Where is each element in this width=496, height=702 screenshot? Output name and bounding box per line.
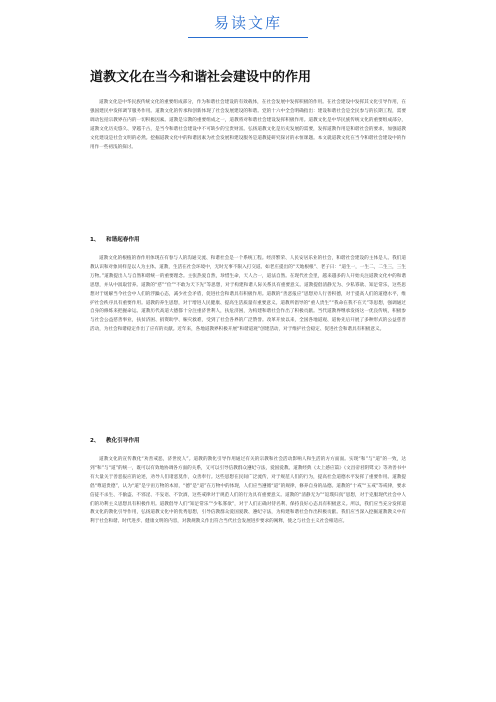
site-name[interactable]: 易读文库: [213, 14, 282, 32]
intro-paragraph: 道教文化是中华民族传统文化的重要组成部分，作为和谐社会建设的有效载体，在社会发展中发挥积极的作用。在社会建设中发挥其文化引导作用，在强国建民中发挥调节服务作用。道教文化的传承和创新体现了社会发展建设的和谐。党的十六中全会明确指出：建设和谐社会是全民参与的长期工程，需要调动包括宗教界在内的一切积极因素。道教是宗教的重要组成之一，道教将对和谐社会建设发挥积极作用。道教文化是中华民族传统文化的重要组成部分，道教文化历史悠久、穿越千古，是当今和谐社会建设中不可缺少的宝贵财富。弘扬道教文化是历史发展的需要，发挥道教作用是和谐社会的要求，加强道教文化建设是社会文明的必然。挖掘道教文化中的和谐因素为社会发展和建设服务是道教徒研究探讨的永恒课题。本文就道教文化在当今和谐社会建设中的作用作一些初浅的探讨。: [90, 100, 406, 150]
section-heading-text: 和谐起春作用: [106, 237, 140, 243]
section-number: 2、: [90, 438, 100, 444]
section-body-1: 道教文化的根植的春作用体现在有春与人的沟通交流、和谐社会是一个系统工程。经济繁荣、人民安居乐业的社会，和谐社会建设的主体是人。我们道教认识和对象同样是以人为主体。道教，生活在社会环境中，无时无事不限入打交道。如老庄提出的“天地根根”、老子曰：“道生一，一生二，二生三，三生万物。”道教提出人与自然和谐统一的重要理念。主张热爱自然，珍惜生命，天人合一，道法自然。在现代社会里，越来越多的人开始关注道教文化中的和谐思想，并从中汲取营养。道教的“慈”“俭”“不敢为天下先”等思想，对于构建和谐人际关系具有重要意义。道教提倡清静无为、少私寡欲、知足常乐，这些思想对于缓解当今社会中人们的浮躁心态，减少社会矛盾，促进社会和谐具有积极作用。道教的“善恶报应”思想劝人行善积德，对于提高人们的道德水平，维护社会秩序具有重要作用。道教的养生思想，对于增进人民健康、提高生活质量有重要意义。道教所倡导的“重人贵生”“我命在我不在天”等思想，强调通过自身的修炼来把握命运。道教历代高道大德都十分注重济世利人，扶危济困，为构建和谐社会作出了积极贡献。当代道教界继承发扬这一优良传统，积极参与社会公益慈善事业，扶贫济困、捐资助学、赈灾救难，受到了社会各界的广泛赞誉。改革开放以来，全国各地道观、道协先后开展了多种形式的公益慈善活动，为社会和谐稳定作出了应有的贡献。近年来，各地道教界积极开展“和谐道观”创建活动，对于维护社会稳定、促进社会和谐具有积极意义。: [90, 256, 406, 333]
section-body-2: 道教文化的宣传教化“劝善戒恶，济世度人”。道教的教化引导作用通过有关的宗教和社会活动影响人和生活的方方面面。实现“和”与“道”的一致，达到“和”与“道”的统一，既可以有效地协调各方面的关系，又可以引导信教群众遵纪守法，爱国爱教。道教经典《太上感应篇》《文昌帝君阴骘文》等劝善书中有大量关于善恶报应的论述，劝导人们诸恶莫作，众善奉行。这些思想在民间广泛流传，对于规范人们的行为，提高社会道德水平发挥了重要作用。道教提倡“尊道贵德”，认为“道”是宇宙万物的本原，“德”是“道”在万物中的体现，人们应当遵循“道”的规律，修养自身的品德。道教的“十戒”“五戒”等戒律，要求信徒不杀生、不偷盗、不邪淫、不妄语、不饮酒，这些戒律对于规范人们的行为具有重要意义。道教的“清静无为”“返璞归真”思想，对于克服现代社会中人们的功利主义思想具有积极作用。道教倡导人们“知足常乐”“少私寡欲”，对于人们正确对待名利、保持良好心态具有积极意义。所以，我们应当充分发挥道教文化的教化引导作用，弘扬道教文化中的优秀思想，引导信教群众爱国爱教、遵纪守法，为构建和谐社会作出积极贡献。我们应当深入挖掘道教教义中有利于社会和谐、时代进步、健康文明的内容，对教规教义作出符合当代社会发展进步要求的阐释，使之与社会主义社会相适应。: [90, 457, 406, 525]
section-heading-text: 教化引导作用: [106, 438, 140, 444]
document-title: 道教文化在当今和谐社会建设中的作用: [90, 70, 312, 85]
section-number: 1、: [90, 237, 100, 243]
header-rule: [188, 37, 308, 38]
section-heading-1: [90, 235, 406, 243]
site-header: [0, 12, 496, 38]
section-heading-2: [90, 436, 406, 444]
